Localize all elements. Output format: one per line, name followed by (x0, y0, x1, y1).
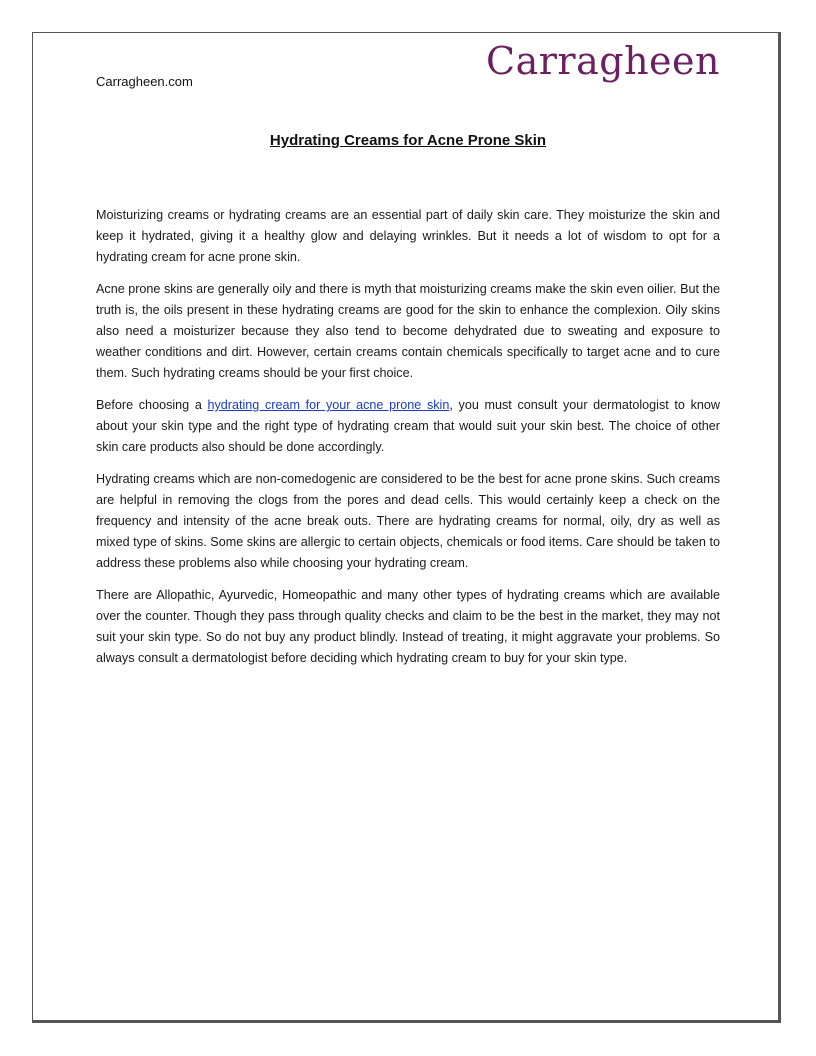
paragraph-2: Acne prone skins are generally oily and there is myth that moisturizing creams make the skin even oilier. But the truth is, the oils present in these hydrating creams are good for the skin to enhance the complexion. Oily skins also need a moisturizer because they also tend to become dehydrated due to sweating and exposure to weather conditions and dirt. However, certain creams contain chemicals specifically to target acne and to cure them. Such hydrating creams should be your first choice. (96, 282, 720, 380)
paragraph-3-tail: , you must consult your dermatologist to know about your skin type and the right type of hydrating cream that would suit your skin best. The choice of other skin care products also should be done accordingly. (96, 398, 720, 454)
brand-logo: Carragheen (486, 39, 720, 83)
paragraph-4: Hydrating creams which are non-comedogenic are considered to be the best for acne prone skins. Such creams are helpful in removing the clogs from the pores and dead cells. This would certainly keep a check on the frequency and intensity of the acne break outs. There are hydrating creams for normal, oily, dry as well as mixed type of skins. Some skins are allergic to certain objects, chemicals or food items. Care should be taken to address these problems also while choosing your hydrating cream. (96, 472, 720, 570)
paragraph-3 (96, 395, 720, 458)
paragraph-3-lead: Before choosing a (96, 398, 208, 412)
document-body (96, 205, 720, 680)
paragraph-5: There are Allopathic, Ayurvedic, Homeopathic and many other types of hydrating creams which are available over the counter. Though they pass through quality checks and claim to be the best in the market, they may not suit your skin type. So do not buy any product blindly. Instead of treating, it might aggravate your problems. So always consult a dermatologist before deciding which hydrating cream to buy for your skin type. (96, 588, 720, 665)
paragraph-1: Moisturizing creams or hydrating creams are an essential part of daily skin care. They moisturize the skin and keep it hydrated, giving it a healthy glow and delaying wrinkles. But it needs a lot of wisdom to opt for a hydrating cream for acne prone skin. (96, 208, 720, 264)
hydrating-cream-link[interactable]: hydrating cream for your acne prone skin (207, 398, 450, 412)
site-url: Carragheen.com (96, 74, 193, 89)
document-title: Hydrating Creams for Acne Prone Skin (269, 132, 547, 149)
